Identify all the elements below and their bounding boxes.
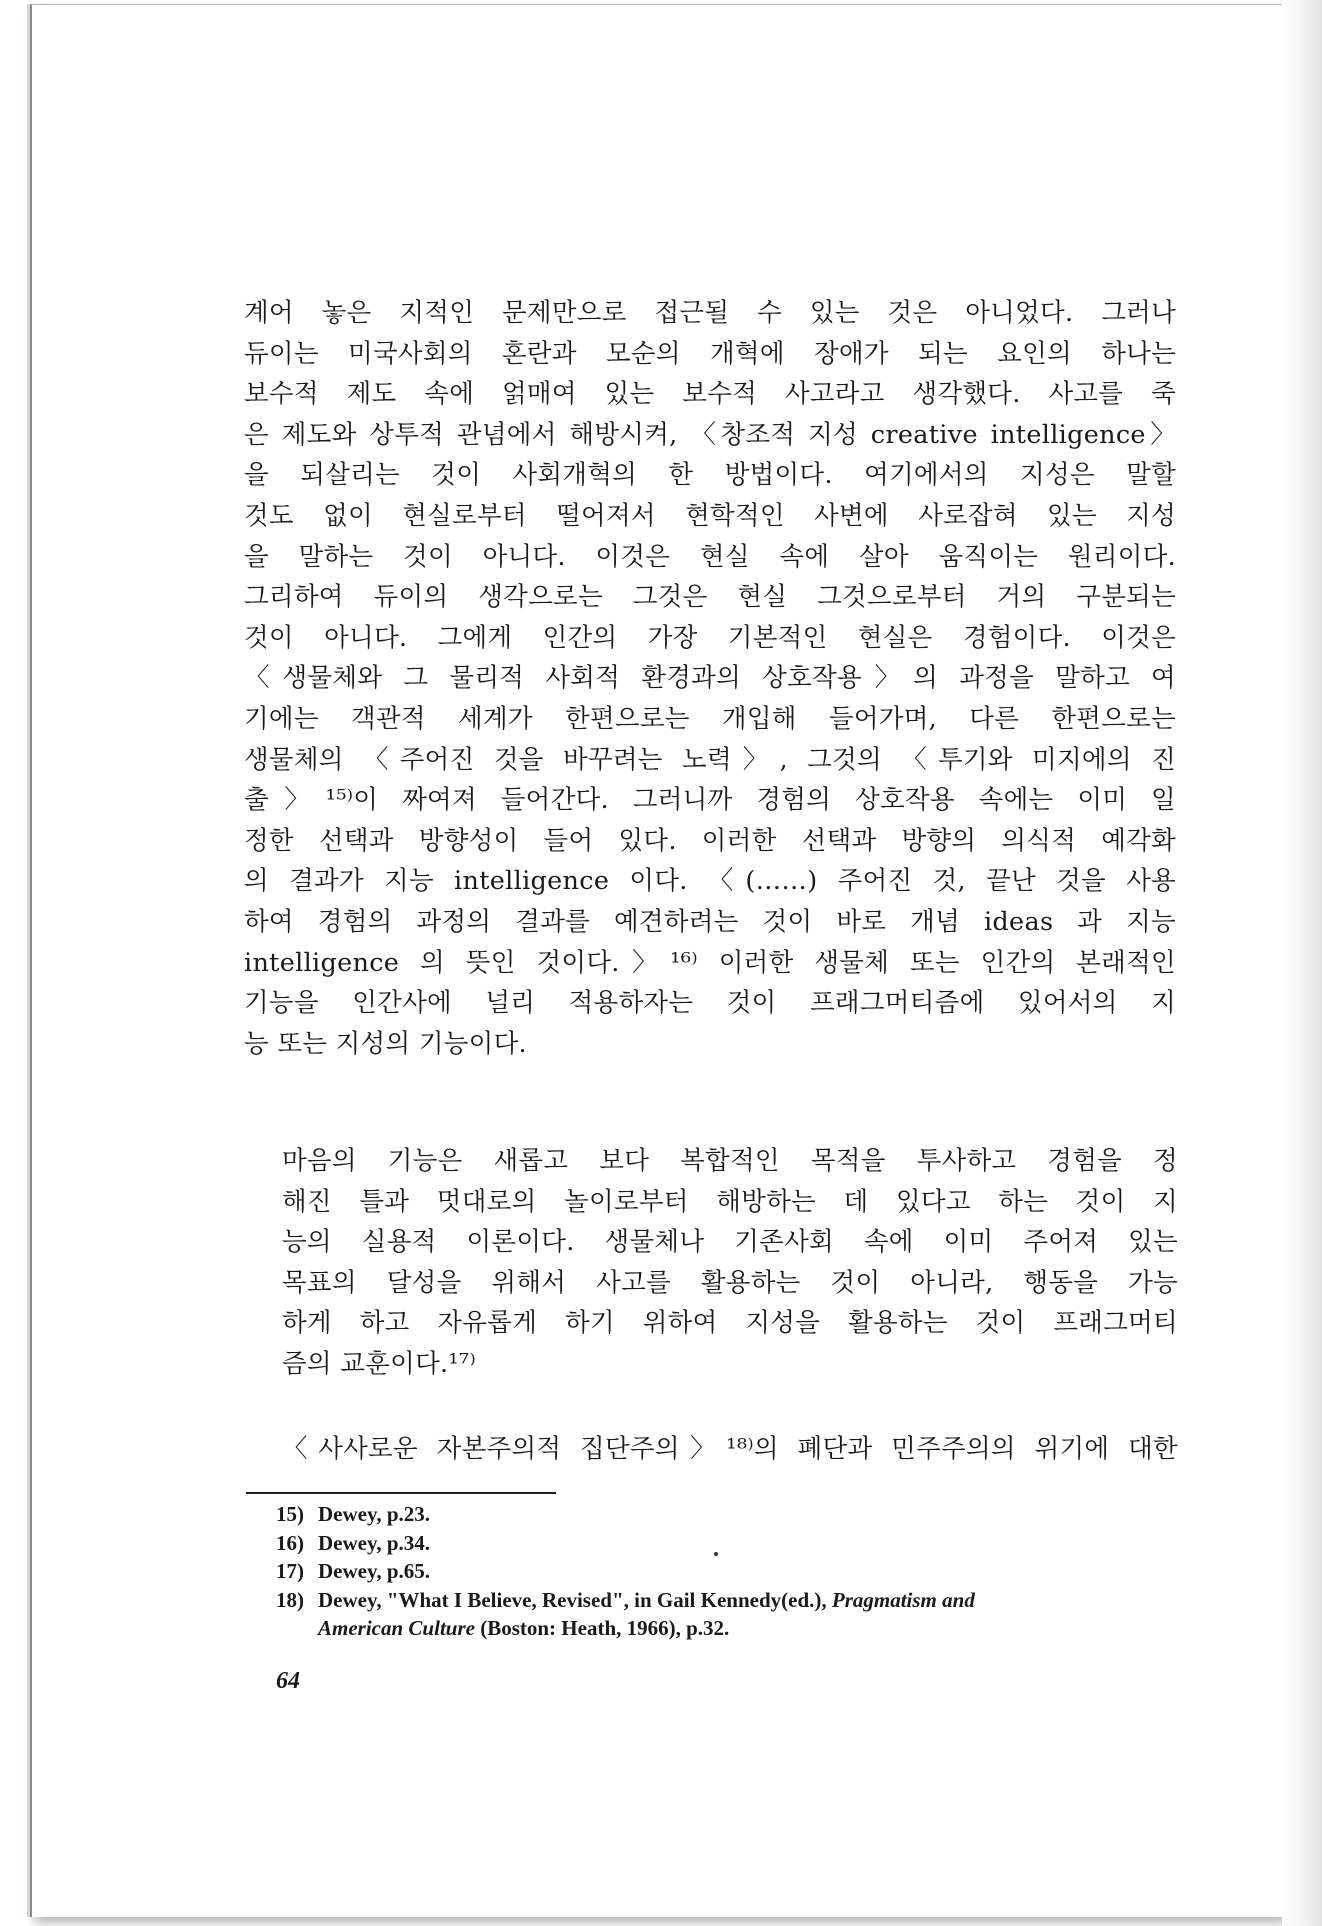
footnote-text-part: Dewey, "What I Believe, Revised", in Gail Kennedy(ed.), xyxy=(318,1587,832,1612)
footnote-text-part: (Boston: Heath, 1966), p.32. xyxy=(474,1616,730,1640)
text-line: 것도 없이 현실로부터 떨어져서 현학적인 사변에 사로잡혀 있는 지성 xyxy=(244,500,1176,531)
text-line: 출〉¹⁵⁾이 짜여져 들어간다. 그러니까 경험의 상호작용 속에는 이미 일 xyxy=(244,785,1176,816)
quote-line: 목표의 달성을 위해서 사고를 활용하는 것이 아니라, 행동을 가능 xyxy=(282,1267,1178,1298)
quote-line: 즘의 교훈이다.¹⁷⁾ xyxy=(282,1348,477,1379)
main-paragraph xyxy=(244,293,1176,1064)
footnote-text: Dewey, p.34. xyxy=(318,1530,430,1555)
text-line: 을 말하는 것이 아니다. 이것은 현실 속에 살아 움직이는 원리이다. xyxy=(244,541,1176,572)
text-line: 기능을 인간사에 널리 적용하자는 것이 프래그머티즘에 있어서의 지 xyxy=(244,988,1176,1019)
quote-line: 하게 하고 자유롭게 하기 위하여 지성을 활용하는 것이 프래그머티 xyxy=(282,1308,1178,1339)
text-line: 듀이는 미국사회의 혼란과 모순의 개혁에 장애가 되는 요인의 하나는 xyxy=(244,338,1176,369)
footnote-text: Dewey, p.23. xyxy=(318,1502,430,1526)
text-line: 〈생물체와 그 물리적 사회적 환경과의 상호작용〉의 과정을 말하고 여 xyxy=(244,663,1176,694)
quote-line: 마음의 기능은 새롭고 보다 복합적인 목적을 투사하고 경험을 정 xyxy=(282,1146,1178,1176)
footnote-number: 18) xyxy=(276,1587,304,1612)
book-title-part: Pragmatism and xyxy=(831,1587,975,1612)
text-line: 보수적 제도 속에 얽매여 있는 보수적 사고라고 생각했다. 사고를 죽 xyxy=(244,379,1176,410)
text-line: 정한 선택과 방향성이 들어 있다. 이러한 선택과 방향의 의식적 예각화 xyxy=(244,825,1176,856)
footnote-text: Dewey, p.65. xyxy=(318,1559,430,1583)
text-line: 것이 아니다. 그에게 인간의 가장 기본적인 현실은 경험이다. 이것은 xyxy=(244,622,1176,653)
footnotes xyxy=(276,1500,1186,1643)
footnote-number: 16) xyxy=(276,1530,304,1555)
footnote-17 xyxy=(276,1557,1186,1586)
text-line: 능 또는 지성의 기능이다. xyxy=(244,1028,527,1059)
footnote-16 xyxy=(276,1529,1186,1558)
quote-line: 해진 틀과 멋대로의 놀이로부터 해방하는 데 있다고 하는 것이 지 xyxy=(282,1186,1178,1217)
text-line: 기에는 객관적 세계가 한편으로는 개입해 들어가며, 다른 한편으로는 xyxy=(244,703,1176,734)
footnote-18 xyxy=(276,1586,1186,1643)
print-speck xyxy=(714,1552,718,1556)
footnote-text xyxy=(318,1586,1186,1643)
block-quote xyxy=(282,1141,1178,1385)
text-line: 은 제도와 상투적 관념에서 해방시켜, 〈창조적 지성 creative intelligence〉 xyxy=(244,419,1176,450)
page-edge-shadow xyxy=(1282,0,1322,1926)
text-line: intelligence 의 뜻인 것이다.〉¹⁶⁾ 이러한 생물체 또는 인간의 본래적인 xyxy=(244,947,1176,978)
page-number: 64 xyxy=(276,1668,300,1694)
text-line: 그리하여 듀이의 생각으로는 그것은 현실 그것으로부터 거의 구분되는 xyxy=(244,582,1176,613)
footnote-number: 15) xyxy=(276,1502,304,1526)
footnote-divider xyxy=(246,1492,556,1494)
text-line: 의 결과가 지능 intelligence 이다. 〈(……) 주어진 것, 끝난 것을 사용 xyxy=(244,866,1176,897)
text-line: 을 되살리는 것이 사회개혁의 한 방법이다. 여기에서의 지성은 말할 xyxy=(244,460,1176,491)
book-title-part: American Culture xyxy=(318,1616,475,1640)
footnote-15 xyxy=(276,1500,1186,1529)
footnote-number: 17) xyxy=(276,1559,304,1583)
text-line: 생물체의 〈주어진 것을 바꾸려는 노력〉, 그것의 〈투기와 미지에의 진 xyxy=(244,744,1176,775)
continuation-paragraph xyxy=(282,1429,1178,1470)
text-line: 하여 경험의 과정의 결과를 예견하려는 것이 바로 개념 ideas 과 지능 xyxy=(244,906,1176,937)
text-line: 〈사사로운 자본주의적 집단주의〉¹⁸⁾의 폐단과 민주주의의 위기에 대한 xyxy=(282,1434,1178,1464)
quote-line: 능의 실용적 이론이다. 생물체나 기존사회 속에 이미 주어져 있는 xyxy=(282,1227,1178,1258)
text-line: 계어 놓은 지적인 문제만으로 접근될 수 있는 것은 아니었다. 그러나 xyxy=(244,298,1176,328)
